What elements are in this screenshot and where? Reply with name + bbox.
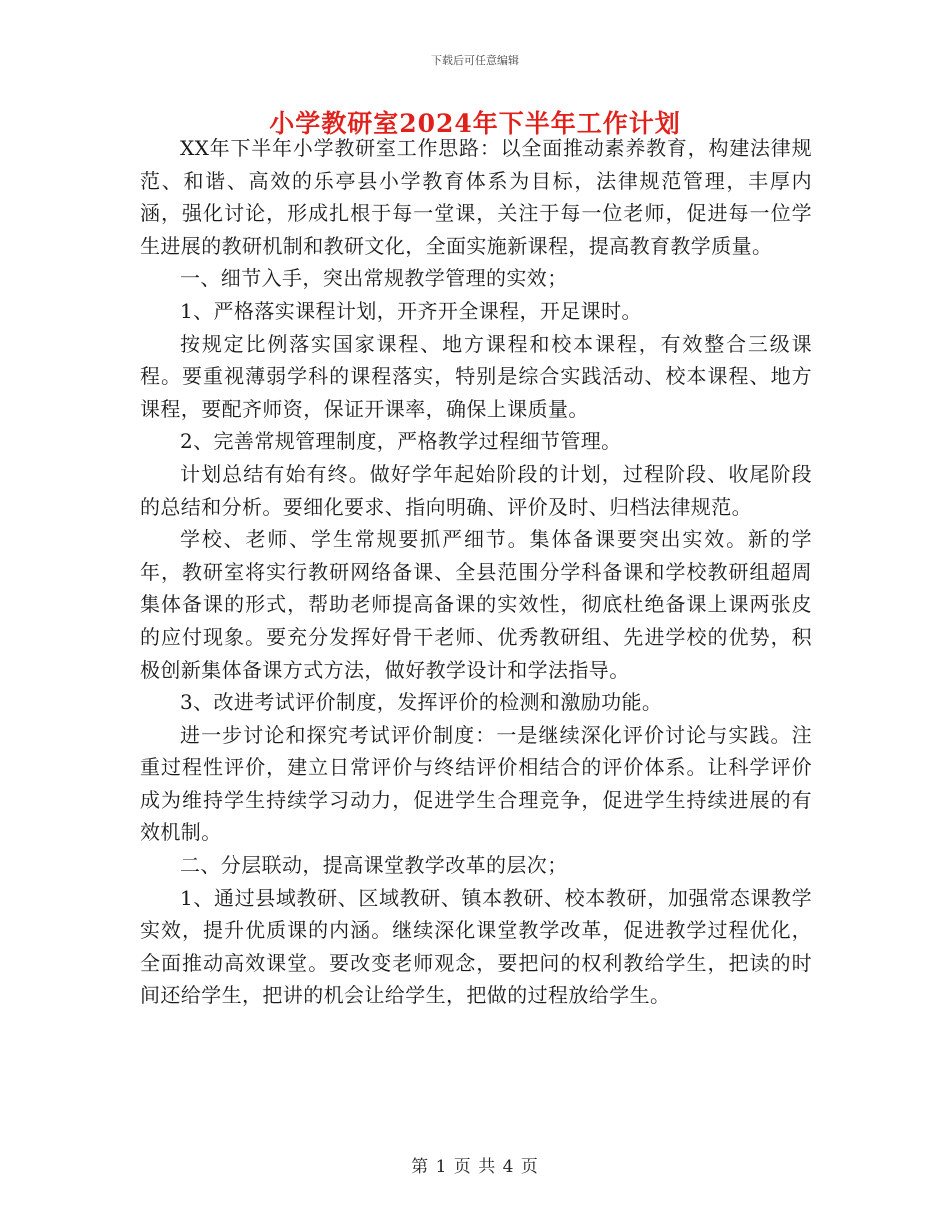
paragraph: 学校、老师、学生常规要抓严细节。集体备课要突出实效。新的学年，教研室将实行教研网络备课、全县范围分学科备课和学校教研组超周集体备课的形式，帮助老师提高备课的实效性，彻底杜绝备课上课两张皮的应付现象。要充分发挥好骨干老师、优秀教研组、先进学校的优势，积极创新集体备课方式方法，做好教学设计和学法指导。 [140, 527, 812, 682]
page-number-footer: 第 1 页 共 4 页 [411, 1157, 539, 1177]
section-heading: 二、分层联动，提高课堂教学改革的层次； [180, 853, 568, 878]
paragraph: XX年下半年小学教研室工作思路：以全面推动素养教育，构建法律规范、和谐、高效的乐亭县小学教育体系为目标，法律规范管理，丰厚内涵，强化讨论，形成扎根于每一堂课，关注于每一位老师，促进每一位学生进展的教研机制和教研文化，全面实施新课程，提高教育教学质量。 [140, 136, 812, 258]
paragraph: 计划总结有始有终。做好学年起始阶段的计划，过程阶段、收尾阶段的总结和分析。要细化要求、指向明确、评价及时、归档法律规范。 [140, 461, 812, 519]
subsection-heading: 2、完善常规管理制度，严格教学过程细节管理。 [180, 429, 622, 454]
paragraph: 1、通过县域教研、区域教研、镇本教研、校本教研，加强常态课教学实效，提升优质课的内涵。继续深化课堂教学改革，促进教学过程优化，全面推动高效课堂。要改变老师观念，要把问的权利教给学生，把读的时间还给学生，把讲的机会让给学生，把做的过程放给学生。 [140, 885, 812, 1008]
subsection-heading: 3、改进考试评价制度，发挥评价的检测和激励功能。 [180, 690, 663, 715]
paragraph: 进一步讨论和探究考试评价制度：一是继续深化评价讨论与实践。注重过程性评价，建立日常评价与终结评价相结合的评价体系。让科学评价成为维持学生持续学习动力，促进学生合理竞争，促进学生持续进展的有效机制。 [140, 722, 812, 845]
header-note: 下载后可任意编辑 [431, 54, 519, 67]
document-title: 小学教研室2024年下半年工作计划 [269, 109, 681, 138]
section-heading: 一、细节入手，突出常规教学管理的实效； [180, 266, 568, 291]
paragraph: 按规定比例落实国家课程、地方课程和校本课程，有效整合三级课程。要重视薄弱学科的课程落实，特别是综合实践活动、校本课程、地方课程，要配齐师资，保证开课率，确保上课质量。 [140, 331, 812, 421]
document-body [140, 132, 812, 1012]
subsection-heading: 1、严格落实课程计划，开齐开全课程，开足课时。 [180, 298, 642, 323]
